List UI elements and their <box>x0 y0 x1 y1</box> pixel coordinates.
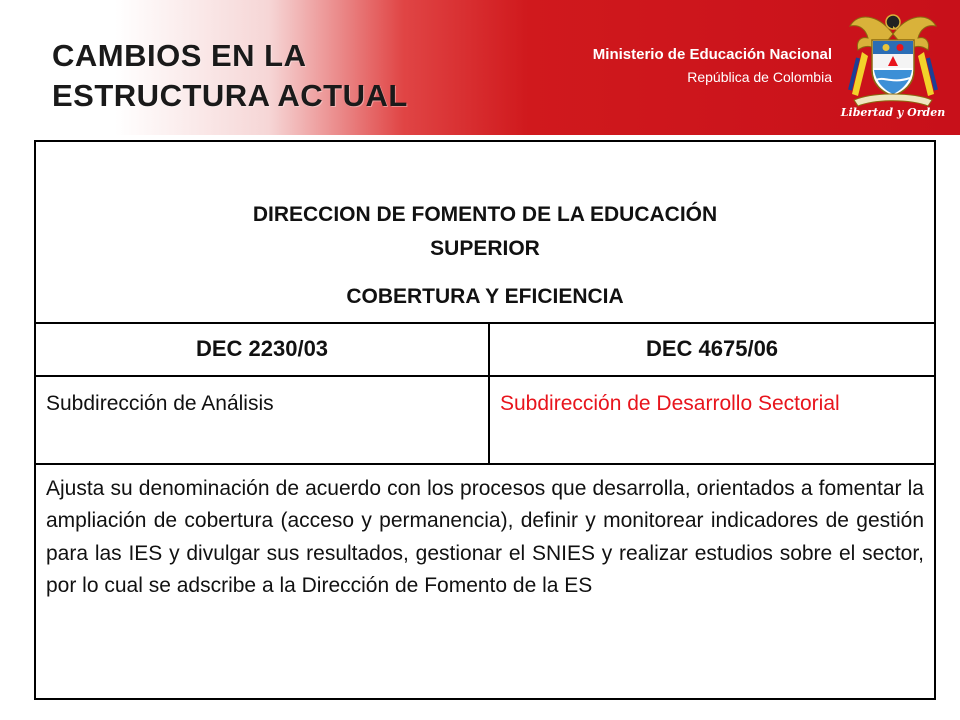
decree-4675-header: DEC 4675/06 <box>645 336 779 361</box>
slide-title-line-2: ESTRUCTURA ACTUAL <box>52 78 408 113</box>
new-subdirection: Subdirección de Desarrollo Sectorial <box>500 392 840 415</box>
motto-text: Libertad y Orden <box>840 106 946 119</box>
table-title-row <box>36 142 934 324</box>
decree-2230-header: DEC 2230/03 <box>36 324 490 375</box>
ministry-name: Ministerio de Educación Nacional <box>592 46 832 63</box>
table-title-line-2: SUPERIOR <box>430 237 540 260</box>
old-subdirection: Subdirección de Análisis <box>36 377 490 463</box>
table-title-line-1: DIRECCION DE FOMENTO DE LA EDUCACIÓN <box>252 203 718 226</box>
ministry-block <box>593 44 832 88</box>
decree-header-row <box>36 324 934 377</box>
table-title <box>36 198 934 266</box>
structure-table <box>34 140 936 700</box>
country-name: República de Colombia <box>687 69 832 85</box>
subdirection-row <box>36 377 934 465</box>
slide-title <box>52 36 512 116</box>
table-subtitle: COBERTURA Y EFICIENCIA <box>346 285 624 308</box>
description-text: Ajusta su denominación de acuerdo con los procesos que desarrolla, orientados a fomentar la ampliación de cobertura (acceso y permanencia), definir y monitorear indicadores de gestión para las IES y divulgar sus resultados, gestionar el SNIES y realizar estudios sobre el sector, por lo cual se adscribe a la Dirección de Fomento de la ES <box>46 477 924 598</box>
slide-title-line-1: CAMBIOS EN LA <box>52 38 307 73</box>
